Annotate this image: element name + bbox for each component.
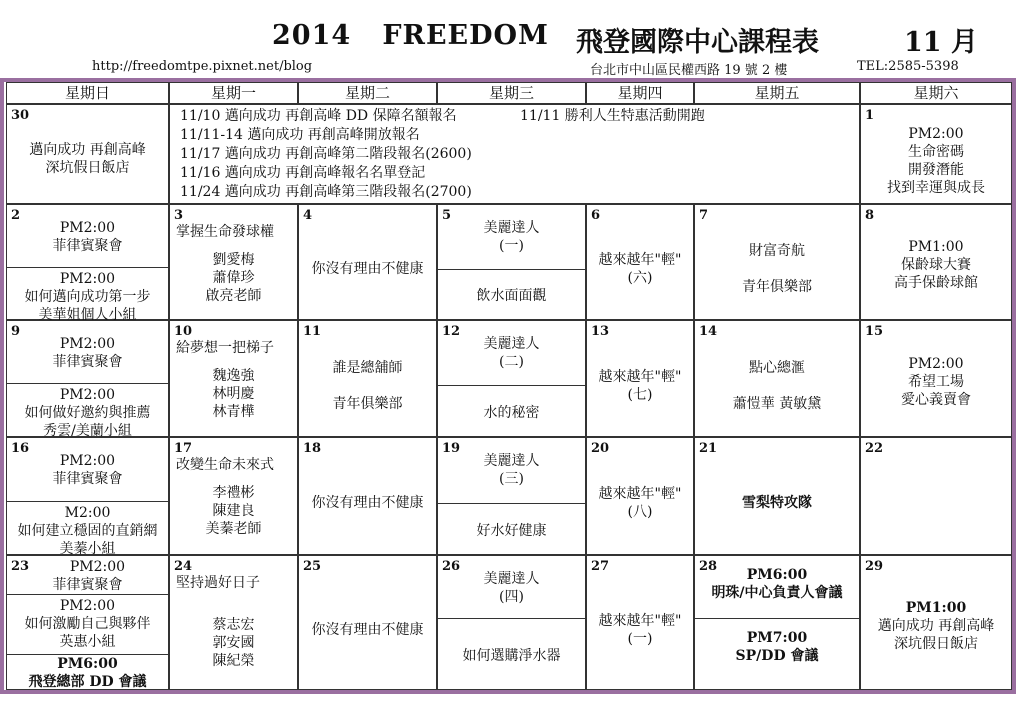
day-cell-12 [437,320,586,437]
day-cell-26 [437,555,586,690]
announcement-line: 11/11-14 邁向成功 再創高峰開放報名 [180,127,420,143]
day-cell-15 [860,320,1012,437]
date-number: 17 [174,441,193,456]
day-cell-2 [6,204,169,323]
address: 台北市中山區民權西路 19 號 2 樓 [590,63,788,78]
day-cell-18 [298,437,437,555]
event-text: PM7:00 SP/DD 會議 [735,630,819,664]
speaker-list: 魏逸強 林明慶 林青樺 [212,368,255,420]
event-text: 邁向成功 再創高峰 深坑假日飯店 [29,142,146,176]
session-title: 掌握生命發球權 [176,224,274,240]
day-header-thu: 星期四 [586,82,694,104]
announcement-line: 11/10 邁向成功 再創高峰 DD 保障名額報名 [180,108,457,124]
event-text: 美麗達人 (四) [483,571,540,605]
date-number: 30 [11,108,30,123]
date-number: 3 [174,208,184,223]
day-cell-6 [586,204,694,320]
session-title: 給夢想一把梯子 [176,340,274,356]
event-text: 誰是總舖師 青年俱樂部 [332,359,403,412]
day-header-fri: 星期五 [694,82,860,104]
day-cell-17 [169,437,298,555]
date-number: 1 [865,108,875,123]
day-cell-30 [6,104,169,204]
day-cell-21 [694,437,860,555]
event-text: PM2:00 希望工場 愛心義賣會 [901,355,971,408]
event-text: 飲水面面觀 [476,288,547,304]
day-header-sat: 星期六 [860,82,1012,104]
date-number: 10 [174,324,193,339]
event-text: 美麗達人 (三) [483,453,540,487]
date-number: 16 [11,441,30,456]
event-text: PM2:00 菲律賓聚會 [52,453,123,487]
sub-cell [7,383,168,439]
event-text: 你沒有理由不健康 [311,621,424,638]
announcement-line: 11/17 邁向成功 再創高峰第二階段報名(2600) [180,146,472,162]
day-header-sun: 星期日 [6,82,169,104]
event-text: 水的秘密 [483,404,540,421]
day-cell-23 [6,555,169,690]
date-number: 2 [11,208,21,223]
date-number: 12 [442,324,461,339]
day-cell-16 [6,437,169,555]
sub-cell [7,654,168,689]
event-text: PM2:00 如何做好邀約與推薦 秀雲/美蘭小組 [24,387,151,439]
announcement-line: 11/11 勝利人生特惠活動開跑 [520,108,705,124]
event-text: PM2:00 如何激勵自己與夥伴 英惠小組 [24,598,151,650]
date-number: 26 [442,559,461,574]
event-text: 財富奇航 青年俱樂部 [742,243,812,295]
date-number: 23 [11,559,30,574]
date-number: 27 [591,559,610,574]
title-chinese: 飛登國際中心課程表 [576,27,819,58]
event-text: 你沒有理由不健康 [311,261,424,277]
event-text: 點心總滙 蕭愷華 黃敏黛 [732,359,822,412]
day-cell-24 [169,555,298,690]
day-cell-3 [169,204,298,320]
event-text: PM2:00 生命密碼 開發潛能 找到幸運與成長 [887,126,985,196]
date-number: 14 [699,324,718,339]
blog-url[interactable]: http://freedomtpe.pixnet.net/blog [92,59,313,74]
sub-cell [438,385,585,436]
calendar-grid [6,82,1012,690]
title-month: 11 月 [904,27,978,58]
day-cell-29 [860,555,1012,690]
day-header-tue: 星期二 [298,82,437,104]
sub-cell [7,501,168,557]
sub-cell [7,267,168,323]
date-number: 21 [699,441,718,456]
sub-cell [438,269,585,319]
sub-cell [438,618,585,689]
event-text: PM2:00 菲律賓聚會 [52,336,123,370]
date-number: 6 [591,208,601,223]
day-cell-19 [437,437,586,555]
date-number: 28 [699,559,718,574]
date-number: 7 [699,208,709,223]
date-number: 24 [174,559,193,574]
day-cell-9 [6,320,169,437]
day-cell-20 [586,437,694,555]
date-number: 11 [303,324,322,339]
day-cell-27 [586,555,694,690]
day-cell-14 [694,320,860,437]
day-header-wed: 星期三 [437,82,586,104]
day-cell-25 [298,555,437,690]
event-text: 越來越年"輕" (六) [598,252,682,286]
event-text: 美麗達人 (二) [483,336,540,370]
announcement-cell [169,104,860,204]
day-cell-7 [694,204,860,320]
sub-cell [438,503,585,554]
date-number: 22 [865,441,884,456]
telephone: TEL:2585-5398 [857,59,959,74]
title-english: 2014 FREEDOM [272,20,549,51]
event-text: 越來越年"輕" (八) [598,486,682,520]
event-text: PM1:00 邁向成功 再創高峰 深坑假日飯店 [877,599,995,652]
session-title: 堅持過好日子 [176,575,260,591]
event-text: PM2:00 如何邁向成功第一步 美華姐個人小組 [24,271,151,323]
event-text: PM2:00 [69,559,126,575]
event-text: 美麗達人 (一) [483,220,540,254]
day-cell-4 [298,204,437,320]
announcement-line: 11/24 邁向成功 再創高峰第三階段報名(2700) [180,184,472,200]
announcement-line: 11/16 邁向成功 再創高峰報名名單登記 [180,165,426,181]
date-number: 5 [442,208,452,223]
event-text: 菲律賓聚會 [52,577,123,593]
day-cell-1 [860,104,1012,204]
event-text: M2:00 如何建立穩固的直銷網 美蓁小組 [17,505,158,557]
event-text: PM6:00 飛登總部 DD 會議 [28,656,147,690]
speaker-list: 李禮彬 陳建良 美蓁老師 [205,485,262,537]
date-number: 18 [303,441,322,456]
event-text: 你沒有理由不健康 [311,495,424,511]
day-cell-28 [694,555,860,690]
date-number: 8 [865,208,875,223]
date-number: 13 [591,324,610,339]
sub-cell [695,618,859,689]
speaker-list: 劉愛梅 蕭偉珍 啟亮老師 [205,252,262,304]
date-number: 9 [11,324,21,339]
event-text: 越來越年"輕" (七) [598,368,682,403]
date-number: 4 [303,208,313,223]
event-text: 如何選購淨水器 [462,647,561,664]
day-cell-22 [860,437,1012,555]
day-cell-8 [860,204,1012,320]
event-text: PM1:00 保齡球大賽 高手保齡球館 [894,239,978,291]
speaker-list: 蔡志宏 郭安國 陳紀榮 [212,617,255,669]
date-number: 20 [591,441,610,456]
page-header [0,0,1024,78]
event-text: PM6:00 明珠/中心負責人會議 [711,567,843,601]
day-cell-13 [586,320,694,437]
event-text: 雪梨特攻隊 [742,495,812,511]
event-text: 好水好健康 [476,522,547,539]
date-number: 19 [442,441,461,456]
sub-cell [7,594,168,655]
day-cell-5 [437,204,586,320]
day-header-mon: 星期一 [169,82,298,104]
date-number: 15 [865,324,884,339]
day-cell-10 [169,320,298,437]
date-number: 29 [865,559,884,574]
day-cell-11 [298,320,437,437]
session-title: 改變生命未來式 [176,457,274,473]
event-text: 越來越年"輕" (一) [598,612,682,647]
date-number: 25 [303,559,322,574]
event-text: PM2:00 菲律賓聚會 [52,220,123,254]
